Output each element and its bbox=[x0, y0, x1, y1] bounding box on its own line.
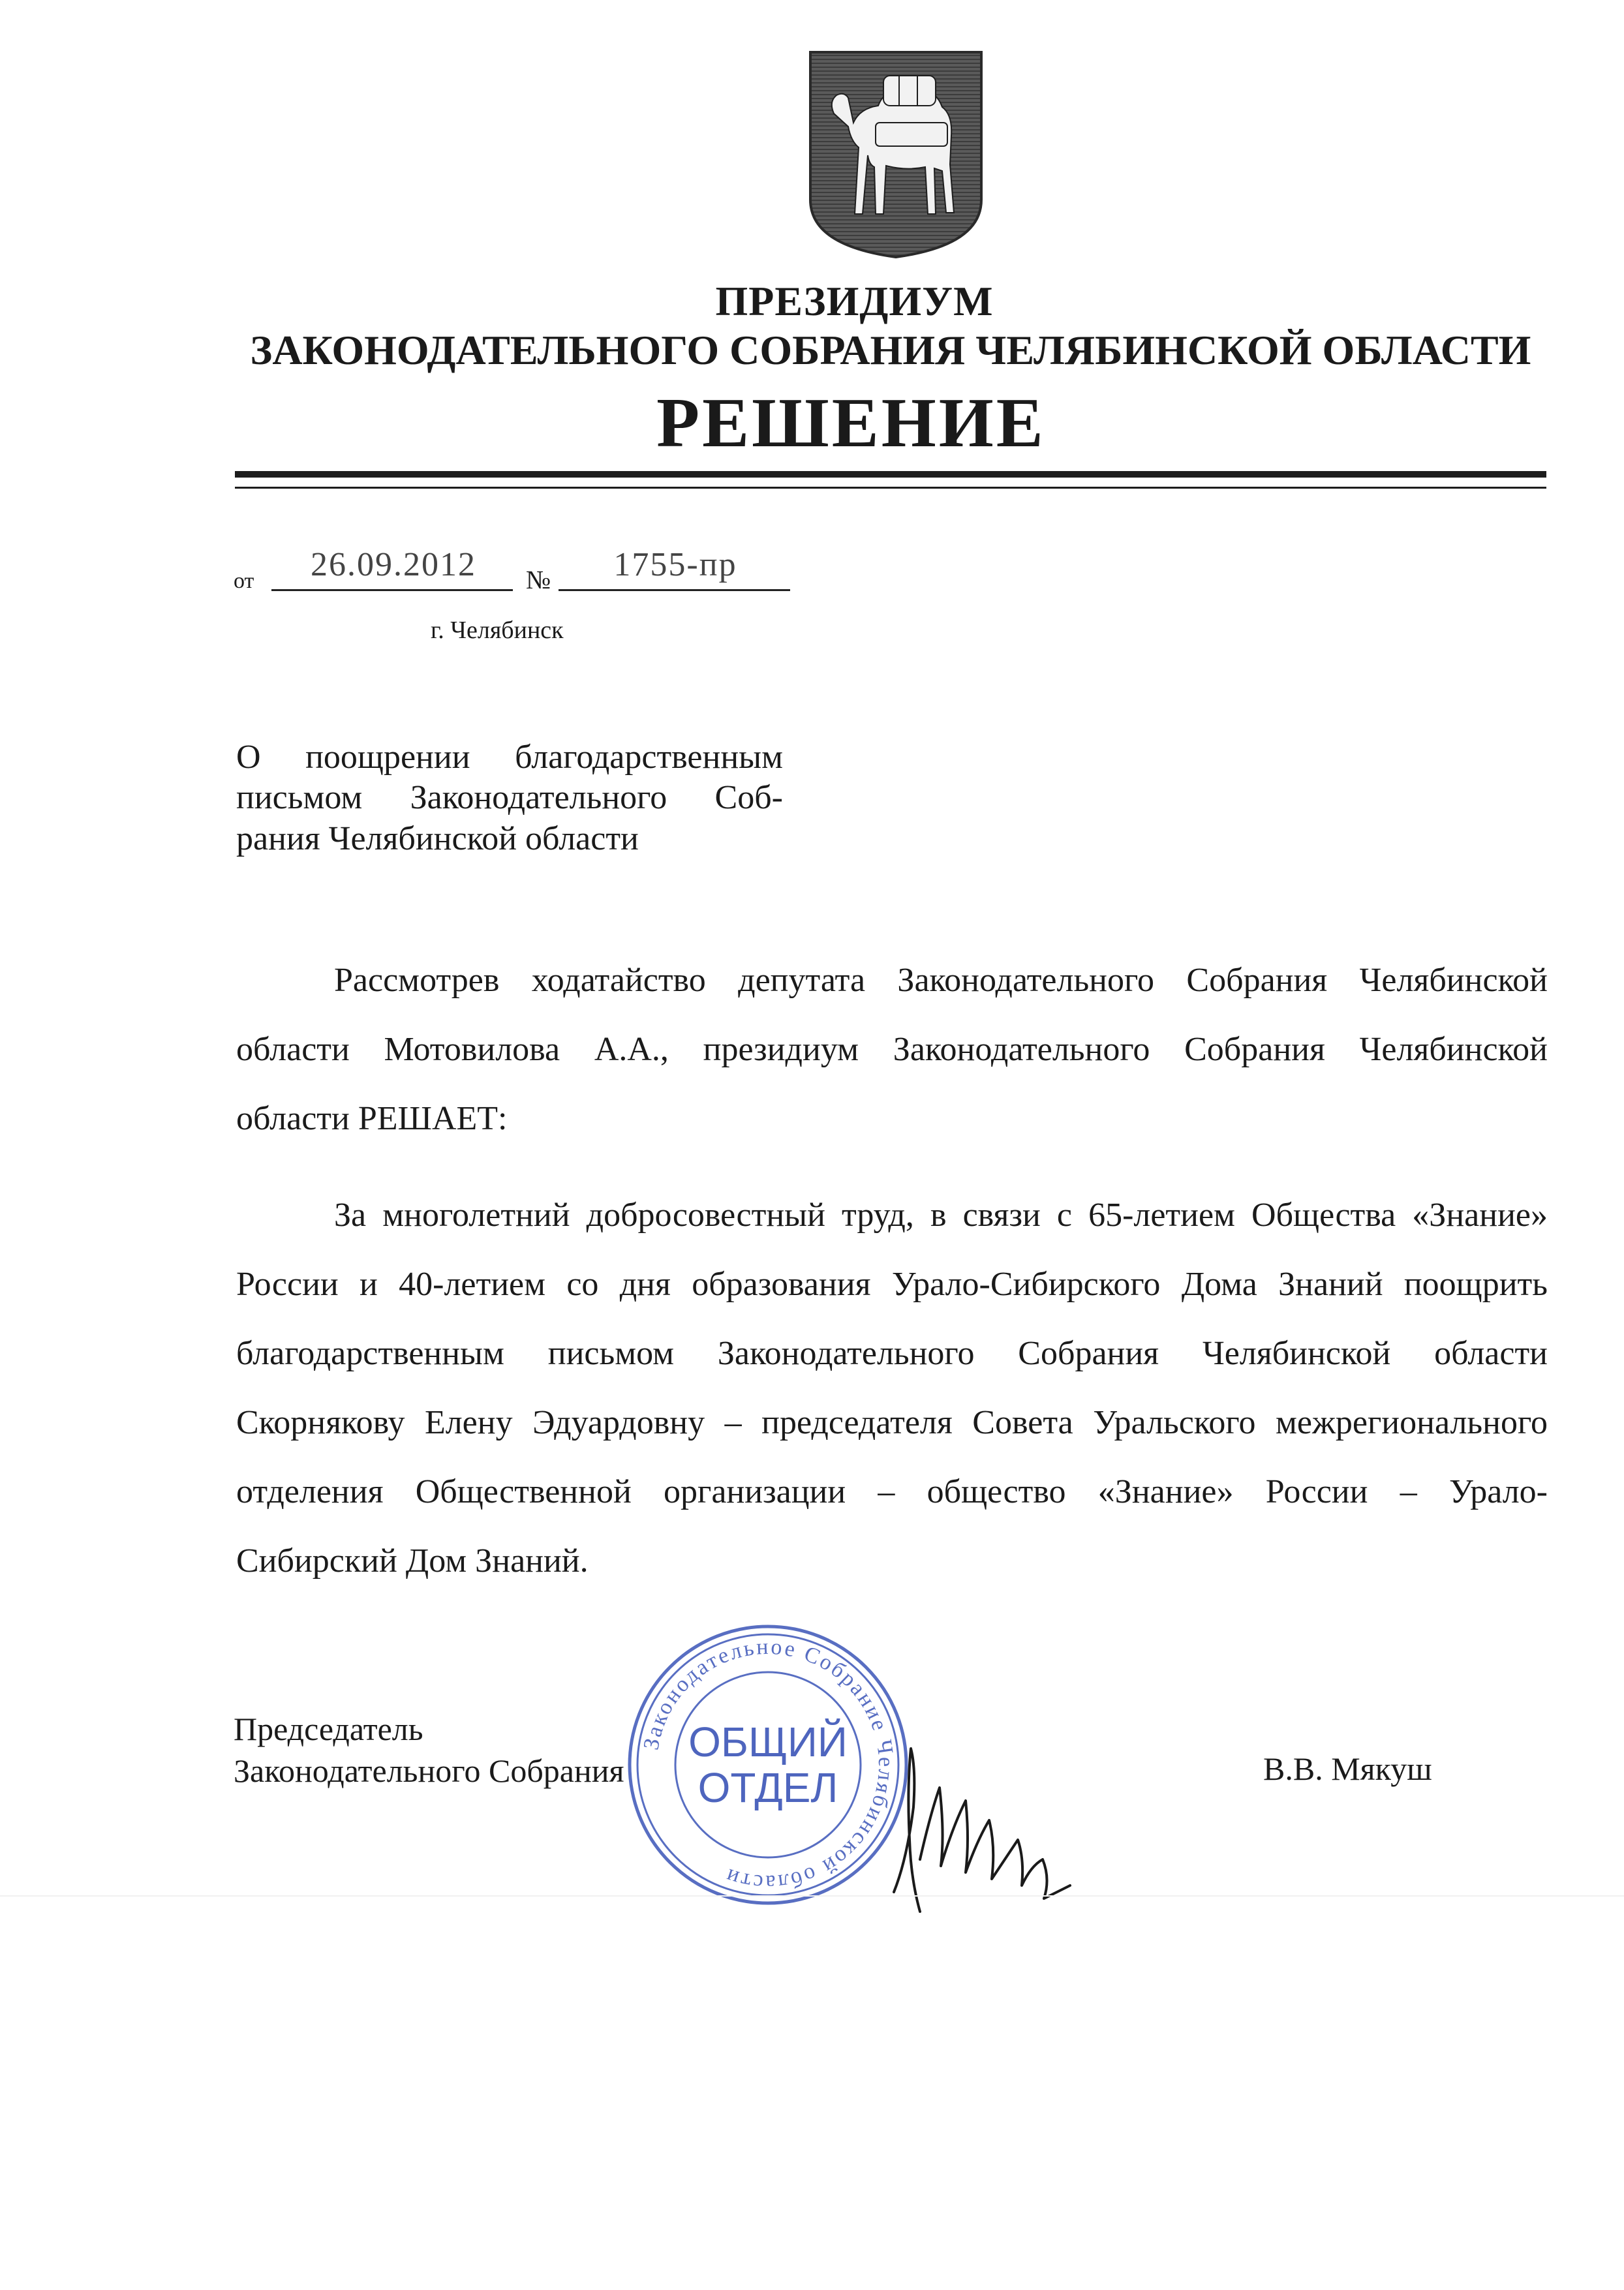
signatory-post-line: Законодательного Собрания bbox=[234, 1752, 624, 1789]
signatory-post-line: Председатель bbox=[234, 1711, 423, 1747]
paragraph-line: За многолетний добросовестный труд, в связи с 65-летием Общества «Знание» bbox=[334, 1197, 1548, 1234]
subject-line: рания Челябинской области bbox=[236, 819, 639, 857]
paragraph-line: области РЕШАЕТ: bbox=[236, 1100, 508, 1137]
paragraph-decision bbox=[236, 1181, 1548, 1596]
stamp-center-line: ОТДЕЛ bbox=[697, 1764, 838, 1811]
date-label: от bbox=[234, 569, 254, 593]
paragraph-line: области Мотовилова А.А., президиум Законодательного Собрания Челябинской bbox=[236, 1031, 1548, 1068]
paragraph-line: Сибирский Дом Знаний. bbox=[236, 1542, 589, 1580]
scan-artifact-line bbox=[0, 1895, 1624, 1897]
subject-block bbox=[236, 737, 783, 859]
signatory-position bbox=[234, 1708, 624, 1792]
paragraph-line: Скорнякову Елену Эдуардовну – председателя Совета Уральского межрегионального bbox=[236, 1404, 1548, 1441]
handwritten-signature bbox=[868, 1729, 1083, 1918]
paragraph-line: России и 40-летием со дня образования Урало-Сибирского Дома Знаний поощрить bbox=[236, 1266, 1548, 1303]
subject-line: О поощрении благодарственным bbox=[236, 739, 783, 776]
stamp-ring-text: Законодательное Собрание Челябинской области bbox=[639, 1634, 898, 1895]
coat-of-arms-icon bbox=[808, 50, 984, 260]
paragraph-line: отделения Общественной организации – общество «Знание» России – Урало- bbox=[236, 1473, 1548, 1510]
header-rule-thick bbox=[235, 471, 1546, 478]
body-name-heading: ПРЕЗИДИУМ bbox=[715, 278, 994, 324]
number-underline bbox=[559, 589, 790, 591]
document-type-heading: РЕШЕНИЕ bbox=[656, 384, 1046, 462]
paragraph-considering bbox=[236, 946, 1548, 1153]
date-underline bbox=[271, 589, 513, 591]
signatory-name: В.В. Мякуш bbox=[1263, 1750, 1432, 1787]
number-value: 1755-пр bbox=[613, 546, 737, 583]
header-rule-thin bbox=[235, 487, 1546, 489]
subject-line: письмом Законодательного Соб- bbox=[236, 779, 783, 817]
organization-heading: ЗАКОНОДАТЕЛЬНОГО СОБРАНИЯ ЧЕЛЯБИНСКОЙ ОБЛАСТИ bbox=[250, 327, 1531, 373]
paragraph-line: Рассмотрев ходатайство депутата Законодательного Собрания Челябинской bbox=[334, 962, 1548, 999]
paragraph-line: благодарственным письмом Законодательного Собрания Челябинской области bbox=[236, 1335, 1548, 1372]
number-label: № bbox=[526, 565, 551, 594]
stamp-center-line: ОБЩИЙ bbox=[688, 1718, 848, 1765]
date-value: 26.09.2012 bbox=[311, 546, 476, 583]
city-label: г. Челябинск bbox=[431, 617, 564, 644]
